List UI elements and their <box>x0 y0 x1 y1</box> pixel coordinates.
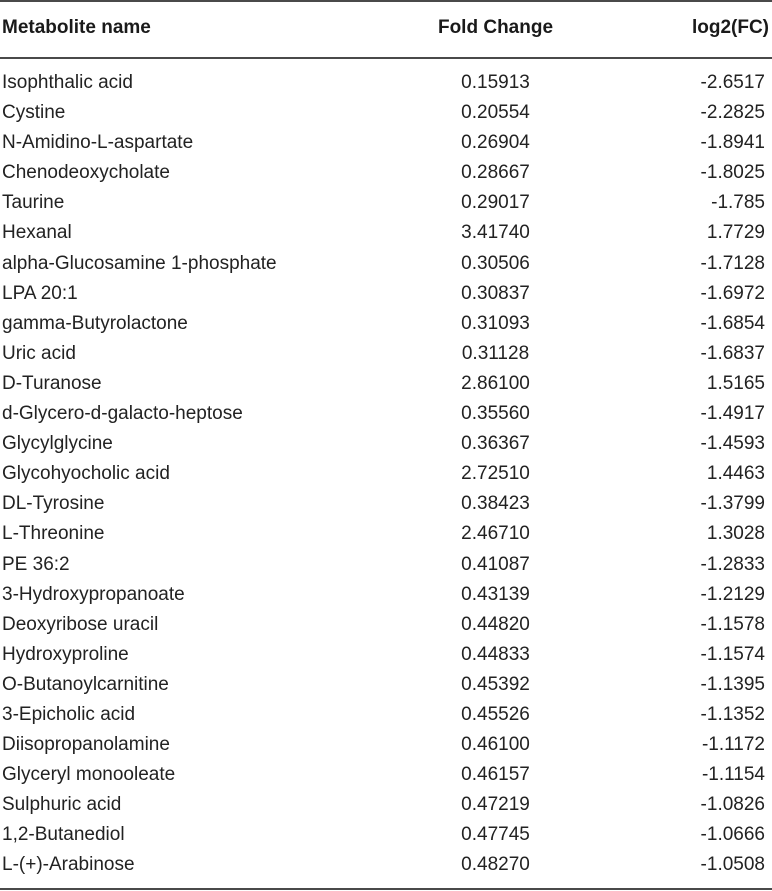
cell-fold-change: 0.31093 <box>461 312 530 334</box>
table-row <box>0 580 772 610</box>
cell-log2fc: -1.7128 <box>700 252 765 274</box>
cell-log2fc: -2.2825 <box>700 102 765 124</box>
table-row <box>0 820 772 850</box>
cell-log2fc: -1.2833 <box>700 553 765 575</box>
cell-log2fc: -1.4593 <box>700 433 765 455</box>
cell-fold-change: 0.46157 <box>461 764 530 786</box>
cell-metabolite-name: Glycohyocholic acid <box>2 463 170 485</box>
cell-log2fc: -1.1578 <box>700 613 765 635</box>
cell-metabolite-name: Chenodeoxycholate <box>2 162 170 184</box>
table-row <box>0 399 772 429</box>
table-row <box>0 218 772 248</box>
cell-fold-change: 0.45526 <box>461 703 530 725</box>
cell-fold-change: 0.47745 <box>461 824 530 846</box>
header-metabolite-name: Metabolite name <box>2 17 151 38</box>
cell-fold-change: 0.44833 <box>461 643 530 665</box>
cell-fold-change: 0.46100 <box>461 734 530 756</box>
cell-log2fc: -1.6837 <box>700 342 765 364</box>
cell-metabolite-name: LPA 20:1 <box>2 282 78 304</box>
cell-metabolite-name: Glyceryl monooleate <box>2 764 176 786</box>
table-row <box>0 640 772 670</box>
cell-metabolite-name: L-(+)-Arabinose <box>2 854 135 876</box>
cell-log2fc: -1.6972 <box>700 282 765 304</box>
cell-metabolite-name: Deoxyribose uracil <box>2 613 159 635</box>
cell-log2fc: -1.3799 <box>700 493 765 515</box>
cell-log2fc: -1.1395 <box>700 673 765 695</box>
cell-log2fc: -1.2129 <box>700 583 765 605</box>
table-row <box>0 519 772 549</box>
table-row <box>0 188 772 218</box>
table-row <box>0 158 772 188</box>
table-row <box>0 850 772 880</box>
cell-metabolite-name: Uric acid <box>2 342 76 364</box>
cell-fold-change: 0.30837 <box>461 282 530 304</box>
cell-metabolite-name: D-Turanose <box>2 372 102 394</box>
cell-log2fc: -1.1574 <box>700 643 765 665</box>
cell-metabolite-name: Isophthalic acid <box>2 72 133 93</box>
cell-metabolite-name: d-Glycero-d-galacto-heptose <box>2 403 243 425</box>
cell-log2fc: -1.8941 <box>700 132 765 154</box>
table-row <box>0 700 772 730</box>
cell-log2fc: -1.0826 <box>700 794 765 816</box>
table-row <box>0 730 772 760</box>
cell-metabolite-name: DL-Tyrosine <box>2 493 105 515</box>
cell-log2fc: -1.4917 <box>700 403 765 425</box>
cell-fold-change: 0.48270 <box>461 854 530 876</box>
cell-log2fc: -2.6517 <box>700 72 765 93</box>
cell-log2fc: 1.4463 <box>706 463 765 485</box>
cell-metabolite-name: Taurine <box>2 192 65 214</box>
cell-fold-change: 0.29017 <box>461 192 530 214</box>
cell-fold-change: 2.72510 <box>461 463 530 485</box>
cell-fold-change: 3.41740 <box>461 222 530 244</box>
table-header-row <box>0 0 772 57</box>
table-row <box>0 249 772 279</box>
cell-fold-change: 0.41087 <box>461 553 530 575</box>
table-row <box>0 760 772 790</box>
table-row <box>0 670 772 700</box>
table-row <box>0 369 772 399</box>
cell-fold-change: 0.43139 <box>461 583 530 605</box>
cell-metabolite-name: Cystine <box>2 102 66 124</box>
cell-log2fc: -1.785 <box>711 192 765 214</box>
table-row <box>0 550 772 580</box>
header-log2fc: log2(FC) <box>691 17 769 38</box>
cell-metabolite-name: Sulphuric acid <box>2 794 122 816</box>
table-row <box>0 489 772 519</box>
cell-fold-change: 0.20554 <box>461 102 530 124</box>
table-header-rule <box>0 57 772 59</box>
cell-metabolite-name: Hydroxyproline <box>2 643 129 665</box>
cell-log2fc: -1.1172 <box>701 734 765 756</box>
cell-fold-change: 0.35560 <box>461 403 530 425</box>
cell-fold-change: 2.86100 <box>461 372 530 394</box>
cell-metabolite-name: N-Amidino-L-aspartate <box>2 132 194 154</box>
cell-log2fc: 1.5165 <box>706 372 765 394</box>
cell-log2fc: -1.0508 <box>700 854 765 876</box>
cell-metabolite-name: 3-Hydroxypropanoate <box>2 583 185 605</box>
cell-log2fc: -1.6854 <box>700 312 765 334</box>
cell-metabolite-name: 1,2-Butanediol <box>2 824 125 846</box>
cell-metabolite-name: alpha-Glucosamine 1-phosphate <box>2 252 277 274</box>
table-row <box>0 309 772 339</box>
cell-metabolite-name: Glycylglycine <box>2 433 113 455</box>
cell-metabolite-name: Diisopropanolamine <box>2 734 170 756</box>
header-fold-change: Fold Change <box>437 17 554 38</box>
cell-metabolite-name: Hexanal <box>2 222 72 244</box>
table-row <box>0 98 772 128</box>
cell-metabolite-name: gamma-Butyrolactone <box>2 312 188 334</box>
cell-log2fc: -1.1154 <box>701 764 765 786</box>
cell-fold-change: 2.46710 <box>461 523 530 545</box>
table-row <box>0 429 772 459</box>
cell-log2fc: 1.7729 <box>706 222 765 244</box>
table-row <box>0 339 772 369</box>
cell-log2fc: -1.1352 <box>700 703 765 725</box>
cell-fold-change: 0.31128 <box>461 342 530 364</box>
cell-fold-change: 0.44820 <box>461 613 530 635</box>
cell-fold-change: 0.36367 <box>461 433 530 455</box>
table-row <box>0 459 772 489</box>
table-body <box>0 68 772 881</box>
cell-metabolite-name: PE 36:2 <box>2 553 70 575</box>
table-row <box>0 279 772 309</box>
cell-log2fc: 1.3028 <box>706 523 765 545</box>
table-row <box>0 128 772 158</box>
table-row <box>0 790 772 820</box>
cell-fold-change: 0.30506 <box>461 252 530 274</box>
cell-metabolite-name: O-Butanoylcarnitine <box>2 673 169 695</box>
cell-metabolite-name: L-Threonine <box>2 523 105 545</box>
cell-fold-change: 0.28667 <box>461 162 530 184</box>
cell-fold-change: 0.38423 <box>461 493 530 515</box>
table-bottom-rule <box>0 888 772 890</box>
cell-fold-change: 0.45392 <box>461 673 530 695</box>
cell-metabolite-name: 3-Epicholic acid <box>2 703 136 725</box>
cell-fold-change: 0.47219 <box>461 794 530 816</box>
cell-log2fc: -1.8025 <box>700 162 765 184</box>
cell-log2fc: -1.0666 <box>700 824 765 846</box>
table-row <box>0 68 772 98</box>
cell-fold-change: 0.26904 <box>461 132 530 154</box>
cell-fold-change: 0.15913 <box>461 72 530 93</box>
table-row <box>0 610 772 640</box>
